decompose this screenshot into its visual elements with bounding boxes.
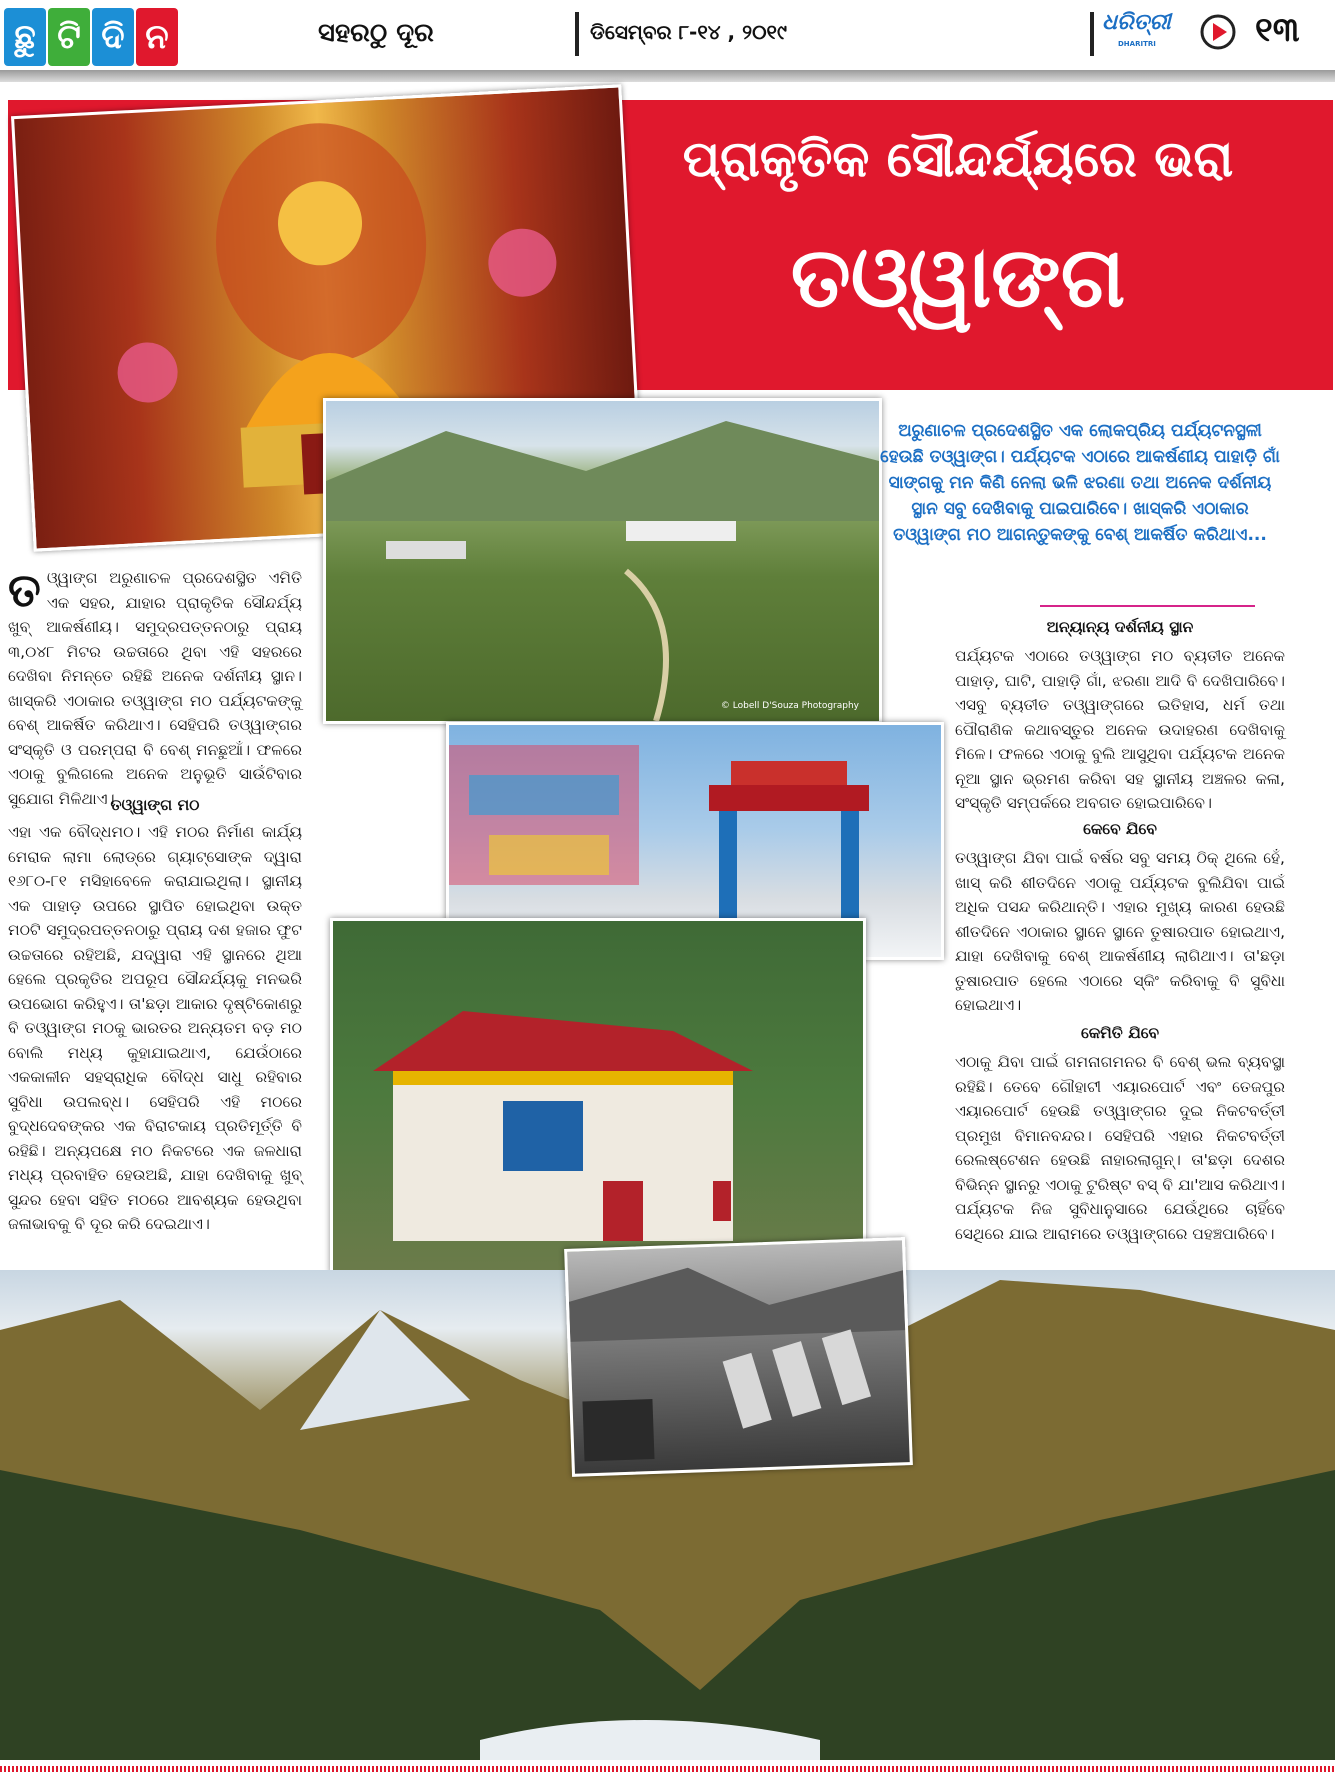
play-icon: [1200, 14, 1236, 50]
intro-paragraph: ଅରୁଣାଚଳ ପ୍ରଦେଶସ୍ଥିତ ଏକ ଲୋକପ୍ରିୟ ପର୍ଯ୍ୟଟନସ୍ଥଳୀ ହେଉଛି ତଓ୍ୱାଙ୍ଗ। ପର୍ଯ୍ୟଟକ ଏଠାରେ ଆକର୍ଷଣୀୟ ପାହାଡ଼ି ଗାଁ ସାଙ୍ଗକୁ ମନ କିଣି ନେଲା ଭଳି ଝରଣା ତଥା ଅନେକ ଦର୍ଶନୀୟ ସ୍ଥାନ ସବୁ ଦେଖିବାକୁ ପାଇପାରିବେ। ଖାସ୍‌କରି ଏଠାକାର ତଓ୍ୱାଙ୍ଗ ମଠ ଆଗନ୍ତୁକଙ୍କୁ ବେଶ୍ ଆକର୍ଷିତ କରିଥାଏ...: [880, 421, 1280, 545]
photo-credit: © Lobell D'Souza Photography: [720, 701, 859, 711]
monastery-house-photo: [330, 918, 866, 1274]
footer-rule: [0, 1766, 1335, 1772]
logo-letter-2: ଟି: [48, 8, 90, 66]
left-para-1-text: ଓ୍ୱାଙ୍ଗ ଅରୁଣାଚଳ ପ୍ରଦେଶସ୍ଥିତ ଏମିତି ଏକ ସହର, ଯାହାର ପ୍ରାକୃତିକ ସୌନ୍ଦର୍ଯ୍ୟ ଖୁବ୍ ଆକର୍ଷଣୀୟ। ସମୁଦ୍ରପତ୍ତନଠାରୁ ପ୍ରାୟ ୩,୦୪୮ ମିଟର ଉଚ୍ଚତାରେ ଥିବା ଏହି ସହରରେ ଦେଖିବା ନିମନ୍ତେ ରହିଛି ଅନେକ ଦର୍ଶନୀୟ ସ୍ଥାନ। ଖାସ୍‌କରି ଏଠାକାର ତଓ୍ୱାଙ୍ଗ ମଠ ପର୍ଯ୍ୟଟକଙ୍କୁ ବେଶ୍ ଆକର୍ଷିତ କରିଥାଏ। ସେହିପରି ତଓ୍ୱାଙ୍ଗର ସଂସ୍କୃତି ଓ ପରମ୍ପରା ବି ବେଶ୍ ମନଛୁଆଁ। ଫଳରେ ଏଠାକୁ ବୁଲିଗଲେ ଅନେକ ଅନୁଭୂତି ସାଉଁଟିବାର ସୁଯୋଗ ମିଳିଥାଏ।: [8, 569, 302, 808]
logo-letter-4: ନ: [136, 8, 178, 66]
title-line-1: ପ୍ରାକୃତିକ ସୌନ୍ଦର୍ଯ୍ୟରେ ଭରା: [682, 130, 1234, 188]
header-divider: [575, 12, 579, 56]
logo-letter-1: ଛୁ: [4, 8, 46, 66]
hill-village-photo: [323, 398, 882, 724]
issue-date: ଡିସେମ୍ବର ୮-୧୪ , ୨୦୧୯: [590, 20, 787, 44]
intro-divider: [1040, 605, 1255, 607]
brand-logo: ଧରିତ୍ରୀ: [1102, 10, 1171, 35]
village-illustration: [326, 401, 879, 721]
subhead-how-to-go: କେମିତି ଯିବେ: [1080, 1024, 1160, 1042]
brand-subtitle: DHARITRI: [1118, 40, 1156, 48]
subhead-monastery: ତଓ୍ୱାଙ୍ଗ ମଠ: [110, 796, 200, 814]
section-label: ସହରଠୁ ଦୂର: [318, 18, 434, 48]
logo-letter-3: ଦି: [92, 8, 134, 66]
left-para-1: [8, 563, 302, 811]
subhead-when-to-go: କେବେ ଯିବେ: [1083, 820, 1157, 838]
subhead-other-places: ଅନ୍ୟାନ୍ୟ ଦର୍ଶନୀୟ ସ୍ଥାନ: [1046, 618, 1194, 636]
masthead: [0, 0, 1335, 78]
left-para-2: ଏହା ଏକ ବୌଦ୍ଧମଠ। ଏହି ମଠର ନିର୍ମାଣ କାର୍ଯ୍ୟ ମେରାକ ଲାମା ଲୋଡ୍ରେ ଗ୍ୟାଟ୍‌ସୋଙ୍କ ଦ୍ୱାରା ୧୬୮୦-୮୧ ମସିହାବେଳେ କରାଯାଇଥିଲା। ସ୍ଥାନୀୟ ଏକ ପାହାଡ଼ ଉପରେ ସ୍ଥାପିତ ହୋଇଥିବା ଉକ୍ତ ମଠଟି ସମୁଦ୍ରପତ୍ତନଠାରୁ ପ୍ରାୟ ଦଶ ହଜାର ଫୁଟ ଉଚ୍ଚତାରେ ରହିଅଛି, ଯଦ୍ୱାରା ଏହି ସ୍ଥାନରେ ଥିଆ ହେଲେ ପ୍ରକୃତିର ଅପରୂପ ସୌନ୍ଦର୍ଯ୍ୟକୁ ମନଭରି ଉପଭୋଗ କରିହୁଏ। ତା'ଛଡ଼ା ଆକାର ଦୃଷ୍ଟିକୋଣରୁ ବି ତଓ୍ୱାଙ୍ଗ ମଠକୁ ଭାରତର ଅନ୍ୟତମ ବଡ଼ ମଠ ବୋଲି ମଧ୍ୟ କୁହାଯାଇଥାଏ, ଯେଉଁଠାରେ ଏକକାଳୀନ ସହସ୍ରାଧିକ ବୌଦ୍ଧ ସାଧୁ ରହିବାର ସୁବିଧା ଉପଲବ୍ଧ। ସେହିପରି ଏହି ମଠରେ ବୁଦ୍ଧଦେବଙ୍କର ଏକ ବିରାଟକାୟ ପ୍ରତିମୂର୍ତ୍ତି ବି ରହିଛି। ଅନ୍ୟପକ୍ଷେ ମଠ ନିକଟରେ ଏକ ଜଳଧାରା ମଧ୍ୟ ପ୍ରବାହିତ ହେଉଅଛି, ଯାହା ଦେଖିବାକୁ ଖୁବ୍ ସୁନ୍ଦର ହେବା ସହିତ ମଠରେ ଆବଶ୍ୟକ ହେଉଥିବା ଜଳାଭାବକୁ ବି ଦୂର କରି ଦେଇଥାଏ।: [8, 823, 302, 1233]
page-number: ୧୩: [1255, 10, 1300, 50]
title-line-2: ତଓ୍ୱାଙ୍ଗ: [790, 228, 1126, 326]
right-para-1: ପର୍ଯ୍ୟଟକ ଏଠାରେ ତଓ୍ୱାଙ୍ଗ ମଠ ବ୍ୟତୀତ ଅନେକ ପାହାଡ଼, ଘାଟି, ପାହାଡ଼ି ଗାଁ, ଝରଣା ଆଦି ବି ଦେଖିପାରିବେ। ଏସବୁ ବ୍ୟତୀତ ତଓ୍ୱାଙ୍ଗରେ ଇତିହାସ, ଧର୍ମ ତଥା ପୌରାଣିକ କଥାବସ୍ତୁର ଅନେକ ଉଦାହରଣ ଦେଖିବାକୁ ମିଳେ। ଫଳରେ ଏଠାକୁ ବୁଲି ଆସୁଥିବା ପର୍ଯ୍ୟଟକ ଅନେକ ନୂଆ ସ୍ଥାନ ଭ୍ରମଣ କରିବା ସହ ସ୍ଥାନୀୟ ଅଞ୍ଚଳର କଳା, ସଂସ୍କୃତି ସମ୍ପର୍କରେ ଅବଗତ ହୋଇପାରିବେ।: [955, 647, 1285, 812]
header-divider: [1090, 12, 1094, 56]
drop-cap: ତ: [8, 563, 41, 617]
right-para-3: ଏଠାକୁ ଯିବା ପାଇଁ ଗମନାଗମନର ବି ବେଶ୍ ଭଲ ବ୍ୟବସ୍ଥା ରହିଛି। ତେବେ ଗୌହାଟୀ ଏୟାରପୋର୍ଟ ଏବଂ ତେଜପୁର ଏୟାରପୋର୍ଟ ହେଉଛି ତଓ୍ୱାଙ୍ଗର ଦୁଇ ନିକଟବର୍ତ୍ତୀ ପ୍ରମୁଖ ବିମାନବନ୍ଦର। ସେହିପରି ଏହାର ନିକଟବର୍ତ୍ତୀ ରେଲଷ୍ଟେଶନ ହେଉଛି ନାହାରଲାଗୁନ୍। ତା'ଛଡ଼ା ଦେଶର ବିଭିନ୍ନ ସ୍ଥାନରୁ ଏଠାକୁ ଟୁରିଷ୍ଟ ବସ୍ ବି ଯା'ଆସ କରିଥାଏ। ପର୍ଯ୍ୟଟକ ନିଜ ସୁବିଧାନୁସାରେ ଯେଉଁଥିରେ ଚାହିଁବେ ସେଥିରେ ଯାଇ ଆରାମରେ ତଓ୍ୱାଙ୍ଗରେ ପହଞ୍ଚପାରିବେ।: [955, 1053, 1285, 1243]
right-para-2: ତଓ୍ୱାଙ୍ଗ ଯିବା ପାଇଁ ବର୍ଷର ସବୁ ସମୟ ଠିକ୍ ଥିଲେ ହେଁ, ଖାସ୍ କରି ଶୀତଦିନେ ଏଠାକୁ ପର୍ଯ୍ୟଟକ ବୁଲିଯିବା ପାଇଁ ଅଧିକ ପସନ୍ଦ କରିଥାନ୍ତି। ଏହାର ମୁଖ୍ୟ କାରଣ ହେଉଛି ଶୀତଦିନେ ଏଠାକାର ସ୍ଥାନେ ସ୍ଥାନେ ତୁଷାରପାତ ହୋଇଥାଏ, ଯାହା ଦେଖିବାକୁ ବେଶ୍ ଆକର୍ଷଣୀୟ ଲାଗିଥାଏ। ତା'ଛଡ଼ା ତୁଷାରପାତ ହେଲେ ଏଠାରେ ସ୍କିଂ କରିବାକୁ ବି ସୁବିଧା ହୋଇଥାଏ।: [955, 849, 1285, 1014]
header-band: [0, 70, 1335, 82]
bw-village-illustration: [567, 1240, 910, 1474]
black-white-village-photo: [564, 1237, 913, 1477]
house-illustration: [333, 921, 863, 1271]
